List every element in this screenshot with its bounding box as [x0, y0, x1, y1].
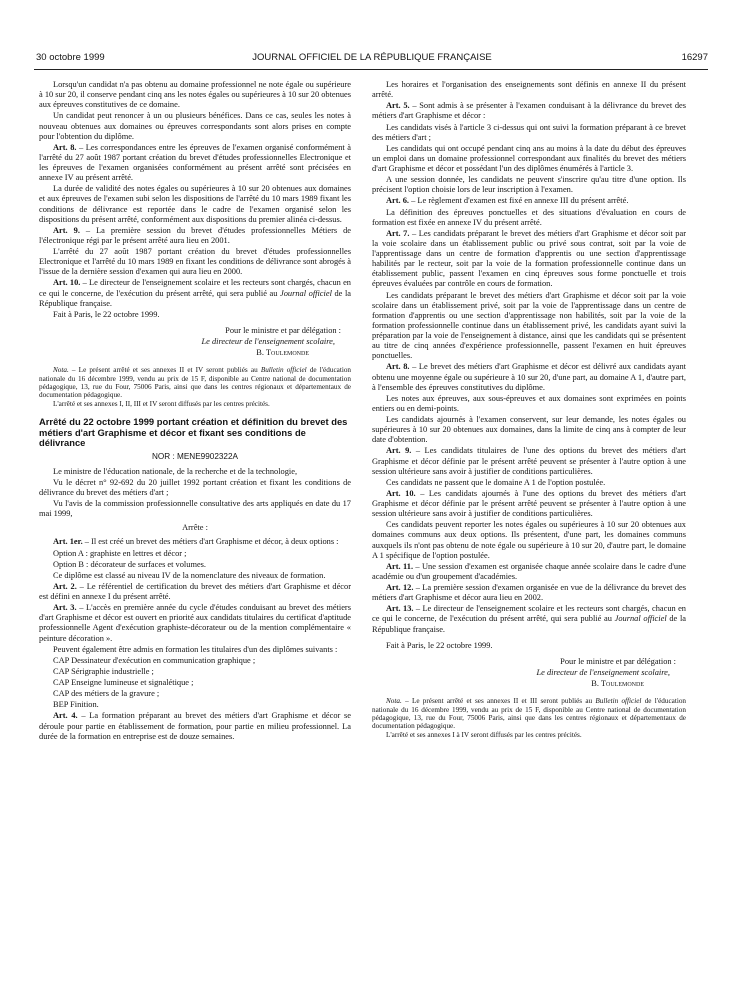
bulletin-officiel: Bulletin officiel [260, 366, 307, 375]
article-label: Art. 10. [386, 488, 416, 498]
article-text: – Il est créé un brevet des métiers d'art Graphisme et décor, à deux options : [82, 537, 339, 547]
diploma-item: CAP Sérigraphie industrielle ; [53, 666, 154, 676]
paragraph: Les candidats qui ont occupé pendant cinq ans au moins à la date du début des épreuves un emploi dans un domaine professionnel correspondant aux finalités du brevet des métiers d'art Graphisme et décor et possédant l'un des diplômes énumérés à l'article 3. [372, 143, 686, 173]
paragraph: Ces candidats ne passent que le domaine A 1 de l'option postulée. [386, 477, 606, 487]
fait-a-paris: Fait à Paris, le 22 octobre 1999. [53, 309, 160, 319]
fait-a-paris: Fait à Paris, le 22 octobre 1999. [386, 640, 493, 650]
article-text: – La première session d'examen organisée en vue de la délivrance du brevet des métiers d'art Graphisme et décor aura lieu en 2002. [372, 583, 686, 603]
article-8 [39, 143, 351, 184]
article-label: Art. 9. [386, 446, 412, 456]
article-1 [39, 537, 351, 547]
article-text: – Les correspondances entre les épreuves de l'examen organisé conformément à l'arrêté du 27 août 1987 portant création du brevet d'études professionnelles Electronique et les épreuves de l'examen organisées conformément au présent arrêté sont précisées en annexe IV au présent arrêté. [39, 142, 351, 183]
paragraph: A une session donnée, les candidats ne peuvent s'inscrire qu'au titre d'une option. Ils précisent l'option choisie lors de leur inscription à l'examen. [372, 175, 686, 195]
article-label: Art. 1er. [53, 537, 83, 547]
nota [372, 697, 686, 739]
article-text: – L'accès en première année du cycle d'études conduisant au brevet des métiers d'art Graphisme et décor est ouvert en priorité aux candidats titulaires du certificat d'aptitude professionnelle Agent d'exécution graphiste-décorateur ou de la mention complémentaire « peinture décoration ». [39, 603, 351, 643]
article-text: – Les candidats ajournés à l'une des options du brevet des métiers d'art Graphisme et décor définie par le présent arrêté peuvent se présenter à l'autre option à une session ultérieure sans avoir à justifier de conditions particulières. [372, 488, 686, 519]
paragraph: Un candidat peut renoncer à un ou plusieurs bénéfices. Dans ce cas, seules les notes à nouveau obtenues aux domaines ou épreuves correspondants sont alors prises en compte pour l'obtention du diplôme. [39, 111, 351, 141]
article-text: – Le référentiel de certification du brevet des métiers d'art Graphisme et décor est défini en annexe I du présent arrêté. [39, 581, 351, 601]
bulletin-officiel: Bulletin officiel [595, 697, 642, 706]
nota-text: L'arrêté et ses annexes I à IV seront diffusés par les centres précités. [386, 730, 582, 739]
signature-line: Pour le ministre et par délégation : [560, 656, 676, 666]
signature-title: Le directeur de l'enseignement scolaire, [536, 667, 670, 677]
nota-text: de l'éducation nationale du 16 décembre 1999, vendu au prix de 15 F, disponible au Centre national de documentation pédagogique, 13, rue du Four, 75006 Paris, ainsi que dans les centres régionaux et départementaux de documentation pédagogique. [39, 366, 352, 400]
diploma-item: BEP Finition. [53, 700, 99, 710]
paragraph: Vu le décret n° 92-692 du 20 juillet 1992 portant création et fixant les conditions de délivrance du brevet des métiers d'art ; [39, 477, 351, 497]
article-9 [372, 446, 686, 476]
article-label: Art. 9. [53, 225, 80, 235]
nota-text: de l'éducation nationale du 16 décembre 1999, vendu au prix de 15 F, disponible au Centre national de documentation pédagogique, 13, rue du Four, 75006 Paris, ainsi que dans les centres régionaux et départementaux de documentation pédagogique. [372, 697, 687, 731]
article-10 [372, 489, 686, 519]
arrete-heading: Arrête : [182, 523, 208, 533]
paragraph: Les notes aux épreuves, aux sous-épreuves et aux domaines sont exprimées en points entiers ou en demi-points. [372, 393, 686, 413]
paragraph: Les candidats préparant le brevet des métiers d'art Graphisme et décor soit par la voie scolaire dans un établissement privé, soit par la voie de l'apprentissage dans un centre de formation d'apprentis ou une section d'apprentissage non habilités, soit par la voie de la formation professionnelle continue dans un établissement privé, les candidats ayant suivi la préparation par la voie de l'enseignement à distance, ainsi que les candidats qui se présentent au titre de cinq années d'expérience professionnelle, passent l'examen en huit épreuves ponctuelles. [372, 290, 686, 361]
left-column [39, 80, 351, 743]
header-journal-title: JOURNAL OFFICIEL DE LA RÉPUBLIQUE FRANÇAISE [252, 52, 492, 63]
article-label: Art. 5. [386, 101, 410, 111]
article-text: – Les candidats préparant le brevet des métiers d'art Graphisme et décor soit par la voie scolaire dans un établissement public ou privé sous contrat, soit par la voie de l'apprentissage dans un centre de formation d'apprentis ou une section d'apprentissage habilités par le recteur, soit par la voie de la formation professionnelle continue dans un établissement public, passent l'examen en cinq épreuves sous forme ponctuelle et trois épreuves évaluées par contrôle en cours de formation. [372, 228, 686, 289]
article-label: Art. 13. [386, 604, 414, 614]
header-page-number: 16297 [681, 52, 708, 63]
article-11 [372, 562, 686, 582]
article-8 [372, 362, 686, 392]
article-label: Art. 2. [53, 581, 77, 591]
nota [39, 366, 351, 408]
article-label: Art. 3. [53, 603, 77, 613]
nota-text: – Le présent arrêté et ses annexes II et III seront publiés au [401, 697, 596, 706]
nota-text: L'arrêté et ses annexes I, II, III et IV seront diffusés par les centres précités. [53, 399, 270, 408]
paragraph: L'arrêté du 27 août 1987 portant création du brevet d'études professionnelles Electronique et l'arrêté du 10 mars 1989 en fixant les conditions de délivrance sont abrogés à l'issue de la dernière session d'examen qui aura lieu en 2000. [39, 247, 351, 277]
paragraph: Ces candidats peuvent reporter les notes égales ou supérieures à 10 sur 20 obtenues aux domaines communs aux deux options. Ils présentent, d'une part, les domaines communs auxquels ils n'ont pas obtenu de note égale ou supérieure à 10 sur 20, d'autre part, le domaine A 1 spécifique de l'option postulée. [372, 520, 686, 560]
article-7 [372, 229, 686, 290]
article-text: – Le règlement d'examen est fixé en annexe III du présent arrêté. [409, 196, 629, 206]
paragraph: Les candidats visés à l'article 3 ci-dessus qui ont suivi la formation préparant à ce brevet des métiers d'art ; [372, 122, 686, 142]
paragraph: Le ministre de l'éducation nationale, de la recherche et de la technologie, [53, 466, 298, 476]
paragraph: Lorsqu'un candidat n'a pas obtenu au domaine professionnel ne note égale ou supérieure à 10 sur 20, il conserve pendant cinq ans les notes égales ou supérieures à 10 sur 20 obtenues aux épreuves constitutives de ce domaine. [39, 80, 351, 110]
article-label: Art. 6. [386, 196, 410, 206]
signature-line: Pour le ministre et par délégation : [225, 325, 341, 335]
paragraph: La durée de validité des notes égales ou supérieures à 10 sur 20 obtenues aux domaines et aux épreuves de l'examen subi selon les dispositions de l'arrêté du 10 mars 1989 fixant les conditions de délivrance est reportée dans le cadre de l'examen organisé selon les dispositions du présent arrêté, conformément aux dispositions du premier alinéa ci-dessus. [39, 184, 351, 224]
article-text: – Une session d'examen est organisée chaque année scolaire dans le cadre d'une académie ou d'un groupement d'académies. [372, 561, 686, 581]
article-label: Art. 7. [386, 228, 410, 238]
journal-officiel: Journal officiel [280, 288, 332, 298]
article-label: Art. 8. [53, 142, 77, 152]
signature-title: Le directeur de l'enseignement scolaire, [201, 337, 335, 346]
article-12 [372, 583, 686, 603]
article-label: Art. 12. [386, 583, 414, 592]
paragraph: Les horaires et l'organisation des enseignements sont définis en annexe II du présent arrêté. [372, 80, 686, 100]
paragraph: La définition des épreuves ponctuelles et des situations d'évaluation en cours de formation est fixée en annexe IV du présent arrêté. [372, 207, 686, 227]
article-label: Art. 10. [53, 278, 81, 288]
signature-name: B. Toulemonde [256, 348, 309, 358]
header-rule [34, 69, 708, 70]
article-6 [372, 196, 686, 206]
article-text: de la République française. [39, 288, 352, 308]
diploma-item: CAP des métiers de la gravure ; [53, 689, 160, 699]
article-9 [39, 226, 351, 246]
article-4 [39, 711, 351, 741]
nota-text: – Le présent arrêté et ses annexes II et IV seront publiés au [68, 366, 261, 375]
paragraph: Vu l'avis de la commission professionnelle consultative des arts appliqués en date du 17 mai 1999, [39, 499, 351, 519]
header-date: 30 octobre 1999 [36, 52, 105, 63]
article-text: de la République française. [372, 614, 687, 634]
article-text: – Le brevet des métiers d'art Graphisme et décor est délivré aux candidats ayant obtenu une moyenne égale ou supérieure à 10 sur 20, d'une part, au domaine A 1, d'autre part, à l'ensemble des épreuves constitutives du diplôme. [372, 362, 686, 392]
article-2 [39, 582, 351, 602]
nor-reference: NOR : MENE9902322A [151, 451, 238, 461]
article-text: – Le directeur de l'enseignement scolaire et les recteurs sont chargés, chacun en ce qui le concerne, de l'exécution du présent arrêté, qui sera publié au [372, 604, 686, 624]
article-text: – Le directeur de l'enseignement scolaire et les recteurs sont chargés, chacun en ce qui le concerne, de l'exécution du présent arrêté, qui sera publié au [39, 278, 351, 298]
article-5 [372, 101, 686, 121]
article-3 [39, 603, 351, 644]
paragraph: Ce diplôme est classé au niveau IV de la nomenclature des niveaux de formation. [53, 570, 326, 580]
paragraph: Les candidats ajournés à l'examen conservent, sur leur demande, les notes égales ou supérieures à 10 sur 20 obtenues aux domaines, dans la limite de cinq ans à compter de leur date d'obtention. [372, 415, 686, 445]
diploma-item: CAP Enseigne lumineuse et signalétique ; [53, 678, 194, 687]
page-header [36, 52, 708, 66]
article-text: – Sont admis à se présenter à l'examen conduisant à la délivrance du brevet des métiers d'art Graphisme et décor : [372, 101, 686, 121]
right-column [372, 80, 686, 739]
article-text: – La formation préparant au brevet des métiers d'art Graphisme et décor se déroule pour partie en établissement de formation, pour partie en milieu professionnel. La durée de la formation en entreprise est de douze semaines. [39, 711, 351, 741]
article-text: – Les candidats titulaires de l'une des options du brevet des métiers d'art Graphisme et décor définie par le présent arrêté peuvent se présenter à l'autre option à une session ultérieure sans avoir à justifier de conditions particulières. [372, 446, 687, 476]
article-label: Art. 4. [53, 711, 78, 721]
option-b: Option B : décorateur de surfaces et volumes. [53, 559, 207, 569]
decree-title: Arrêté du 22 octobre 1999 portant création et définition du brevet des métiers d'art Graphisme et décor et fixant ses conditions de délivrance [39, 416, 348, 449]
article-text: – La première session du brevet d'études professionnelles Métiers de l'électronique régi par le présent arrêté aura lieu en 2001. [39, 225, 352, 245]
diploma-item: CAP Dessinateur d'exécution en communication graphique ; [53, 655, 256, 665]
article-label: Art. 8. [386, 362, 410, 372]
signature-name: B. Toulemonde [591, 679, 644, 688]
option-a: Option A : graphiste en lettres et décor ; [53, 548, 187, 558]
paragraph: Peuvent également être admis en formation les titulaires d'un des diplômes suivants : [53, 644, 338, 654]
nota-label: Nota. [53, 366, 69, 375]
nota-label: Nota. [386, 697, 402, 706]
article-label: Art. 11. [386, 561, 414, 571]
journal-officiel: Journal officiel [614, 614, 667, 624]
article-10 [39, 278, 351, 308]
article-13 [372, 604, 686, 634]
